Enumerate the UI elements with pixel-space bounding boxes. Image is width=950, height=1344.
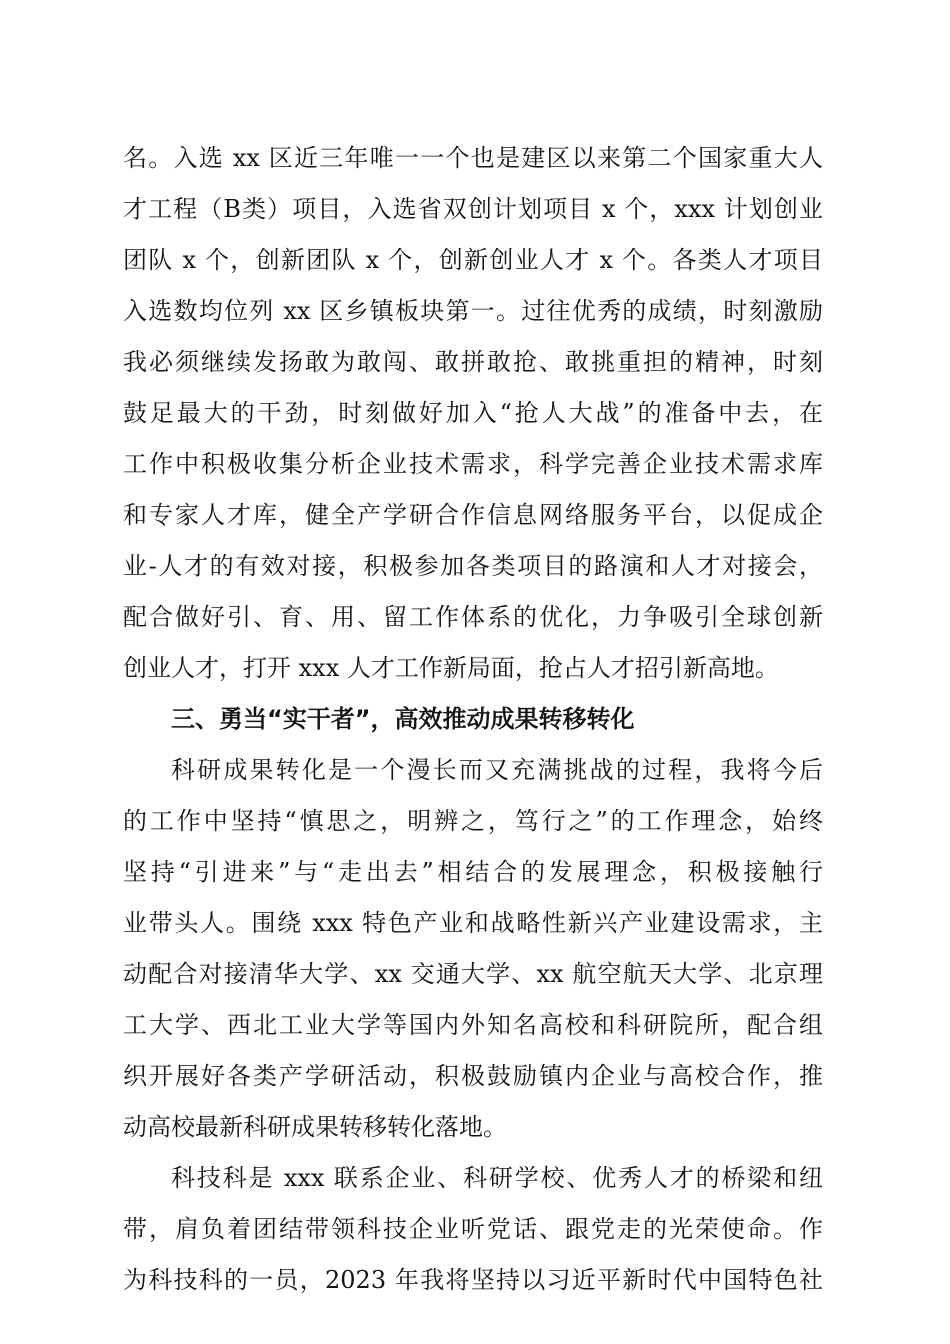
paragraph-line: 带，肩负着团结带领科技企业听党话、跟党走的光荣使命。作 (123, 1215, 823, 1243)
paragraph-line: 入选数均位列 xx 区乡镇板块第一。过往优秀的成绩，时刻激励 (123, 297, 823, 325)
paragraph-line: 坚持“引进来”与“走出去”相结合的发展理念，积极接触行 (123, 858, 823, 886)
paragraph-line: 工大学、西北工业大学等国内外知名高校和科研院所，配合组 (123, 1011, 823, 1039)
paragraph-line: 科技科是 xxx 联系企业、科研学校、优秀人才的桥梁和纽 (171, 1164, 823, 1192)
paragraph-line: 才工程（B类）项目，入选省双创计划项目 x 个，xxx 计划创业 (123, 195, 823, 223)
paragraph-line: 团队 x 个，创新团队 x 个，创新创业人才 x 个。各类人才项目 (123, 246, 823, 274)
paragraph-line: 科研成果转化是一个漫长而又充满挑战的过程，我将今后 (171, 756, 823, 784)
paragraph-line: 的工作中坚持“慎思之，明辨之，笃行之”的工作理念，始终 (123, 807, 823, 835)
paragraph-line: 动高校最新科研成果转移转化落地。 (123, 1113, 507, 1141)
paragraph-line: 创业人才，打开 xxx 人才工作新局面，抢占人才招引新高地。 (123, 654, 779, 682)
paragraph-line: 名。入选 xx 区近三年唯一一个也是建区以来第二个国家重大人 (123, 144, 823, 172)
paragraph-line: 我必须继续发扬敢为敢闯、敢拼敢抢、敢挑重担的精神，时刻 (123, 348, 823, 376)
paragraph-line: 为科技科的一员，2023 年我将坚持以习近平新时代中国特色社 (123, 1266, 823, 1294)
paragraph-line: 业-人才的有效对接，积极参加各类项目的路演和人才对接会， (123, 552, 823, 580)
paragraph-line: 动配合对接清华大学、xx 交通大学、xx 航空航天大学、北京理 (123, 960, 823, 988)
paragraph-line: 和专家人才库，健全产学研合作信息网络服务平台，以促成企 (123, 501, 823, 529)
section-heading: 三、勇当“实干者”，高效推动成果转移转化 (171, 705, 635, 733)
paragraph-line: 工作中积极收集分析企业技术需求，科学完善企业技术需求库 (123, 450, 823, 478)
paragraph-line: 织开展好各类产学研活动，积极鼓励镇内企业与高校合作，推 (123, 1062, 823, 1090)
paragraph-line: 配合做好引、育、用、留工作体系的优化，力争吸引全球创新 (123, 603, 823, 631)
paragraph-line: 鼓足最大的干劲，时刻做好加入“抢人大战”的准备中去，在 (123, 399, 823, 427)
paragraph-line: 业带头人。围绕 xxx 特色产业和战略性新兴产业建设需求，主 (123, 909, 823, 937)
